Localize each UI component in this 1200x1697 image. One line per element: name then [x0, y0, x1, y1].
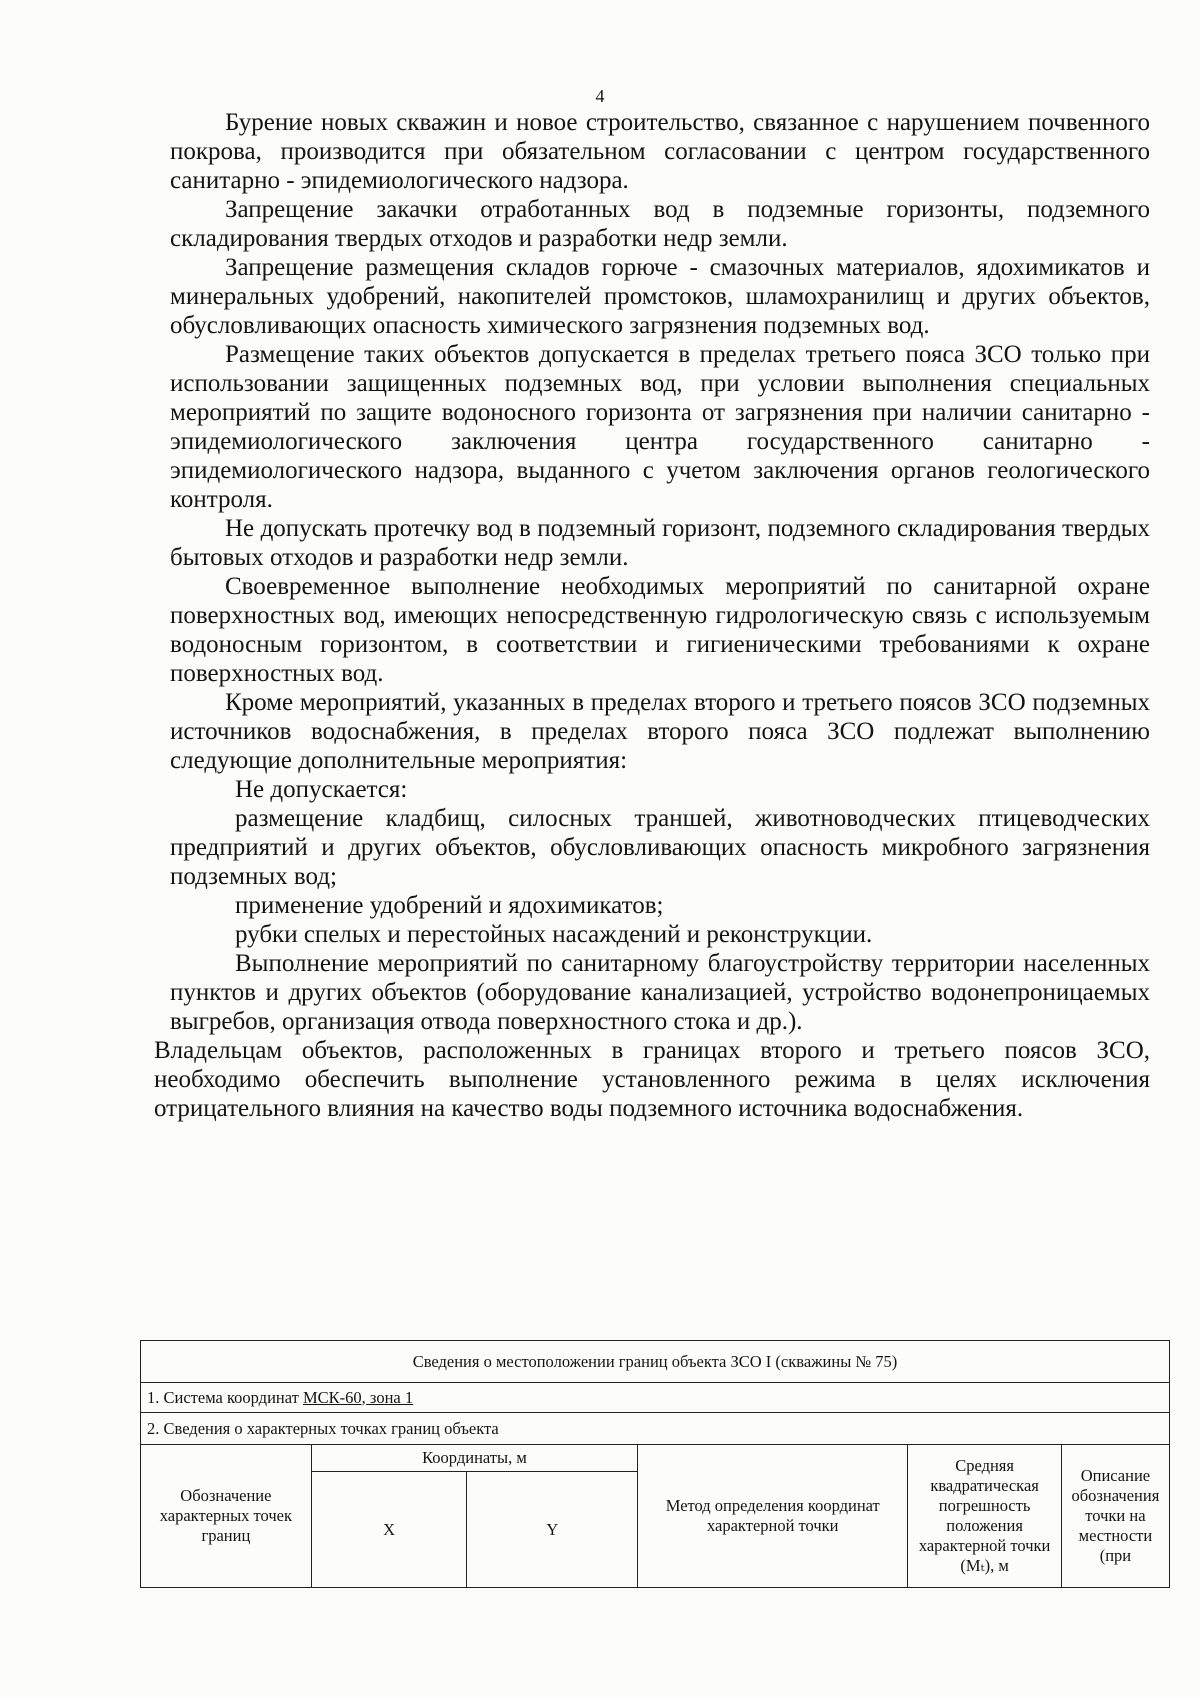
coordinate-system-row — [141, 1383, 1170, 1413]
paragraph: Запрещение закачки отработанных вод в подземные горизонты, подземного складирования твердых отходов и разработки недр земли. — [170, 196, 1150, 252]
paragraph: Своевременное выполнение необходимых мероприятий по санитарной охране поверхностных вод, имеющих непосредственную гидрологическую связь с используемым водоносным горизонтом, в соответствии и гигиеническими требованиями к охране поверхностных вод. — [170, 573, 1150, 687]
header-method: Метод определения координат характерной точки — [638, 1445, 908, 1588]
list-item: размещение кладбищ, силосных траншей, животноводческих птицеводческих предприятий и других объектов, обусловливающих опасность микробного загрязнения подземных вод; — [170, 805, 1150, 890]
table-title: Сведения о местоположении границ объекта ЗСО I (скважины № 75) — [141, 1341, 1170, 1383]
header-coordinates: Координаты, м — [311, 1445, 637, 1472]
paragraph: Бурение новых скважин и новое строительство, связанное с нарушением почвенного покрова, производится при обязательном согласовании с центром государственного санитарно - эпидемиологического надзора. — [170, 109, 1150, 194]
paragraph: Кроме мероприятий, указанных в пределах второго и третьего поясов ЗСО подземных источников водоснабжения, в пределах второго пояса ЗСО подлежат выполнению следующие дополнительные мероприятия: — [170, 689, 1150, 774]
coordinate-system-label: 1. Система координат — [147, 1387, 303, 1407]
list-item: рубки спелых и перестойных насаждений и реконструкции. — [235, 921, 873, 948]
boundary-table — [140, 1340, 1170, 1588]
header-designation: Обозначение характерных точек границ — [141, 1445, 312, 1588]
coordinate-system-value: МСК-60, зона 1 — [302, 1387, 414, 1407]
header-description: Описание обозначения точки на местности (при — [1061, 1445, 1169, 1588]
paragraph: Не допускается: — [235, 776, 408, 803]
paragraph: Выполнение мероприятий по санитарному благоустройству территории населенных пунктов и других объектов (оборудование канализацией, устройство водонепроницаемых выгребов, организация отвода поверхностного стока и др.). — [170, 950, 1150, 1035]
points-section-label: 2. Сведения о характерных точках границ объекта — [141, 1413, 1170, 1445]
boundary-table-container — [140, 1340, 1170, 1588]
list-item: применение удобрений и ядохимикатов; — [235, 892, 664, 919]
paragraph: Размещение таких объектов допускается в пределах третьего пояса ЗСО только при использовании защищенных подземных вод, при условии выполнения специальных мероприятий по защите водоносного горизонта от загрязнения при наличии санитарно - эпидемиологического заключения центра государственного санитарно - эпидемиологического надзора, выданного с учетом заключения органов геологического контроля. — [170, 341, 1150, 513]
closing-paragraph: Владельцам объектов, расположенных в границах второго и третьего поясов ЗСО, необходимо обеспечить выполнение установленного режима в целях исключения отрицательного влияния на качество воды подземного источника водоснабжения. — [154, 1037, 1150, 1122]
header-error: Средняя квадратическая погрешность положения характерной точки (Mₜ), м — [908, 1445, 1061, 1588]
header-x: X — [311, 1472, 467, 1588]
paragraph: Не допускать протечку вод в подземный горизонт, подземного складирования твердых бытовых отходов и разработки недр земли. — [170, 515, 1150, 571]
header-y: Y — [467, 1472, 638, 1588]
page-number: 4 — [595, 86, 605, 106]
paragraph: Запрещение размещения складов горюче - смазочных материалов, ядохимикатов и минеральных удобрений, накопителей промстоков, шламохранилищ и других объектов, обусловливающих опасность химического загрязнения подземных вод. — [170, 254, 1150, 339]
document-body — [154, 108, 1150, 1123]
